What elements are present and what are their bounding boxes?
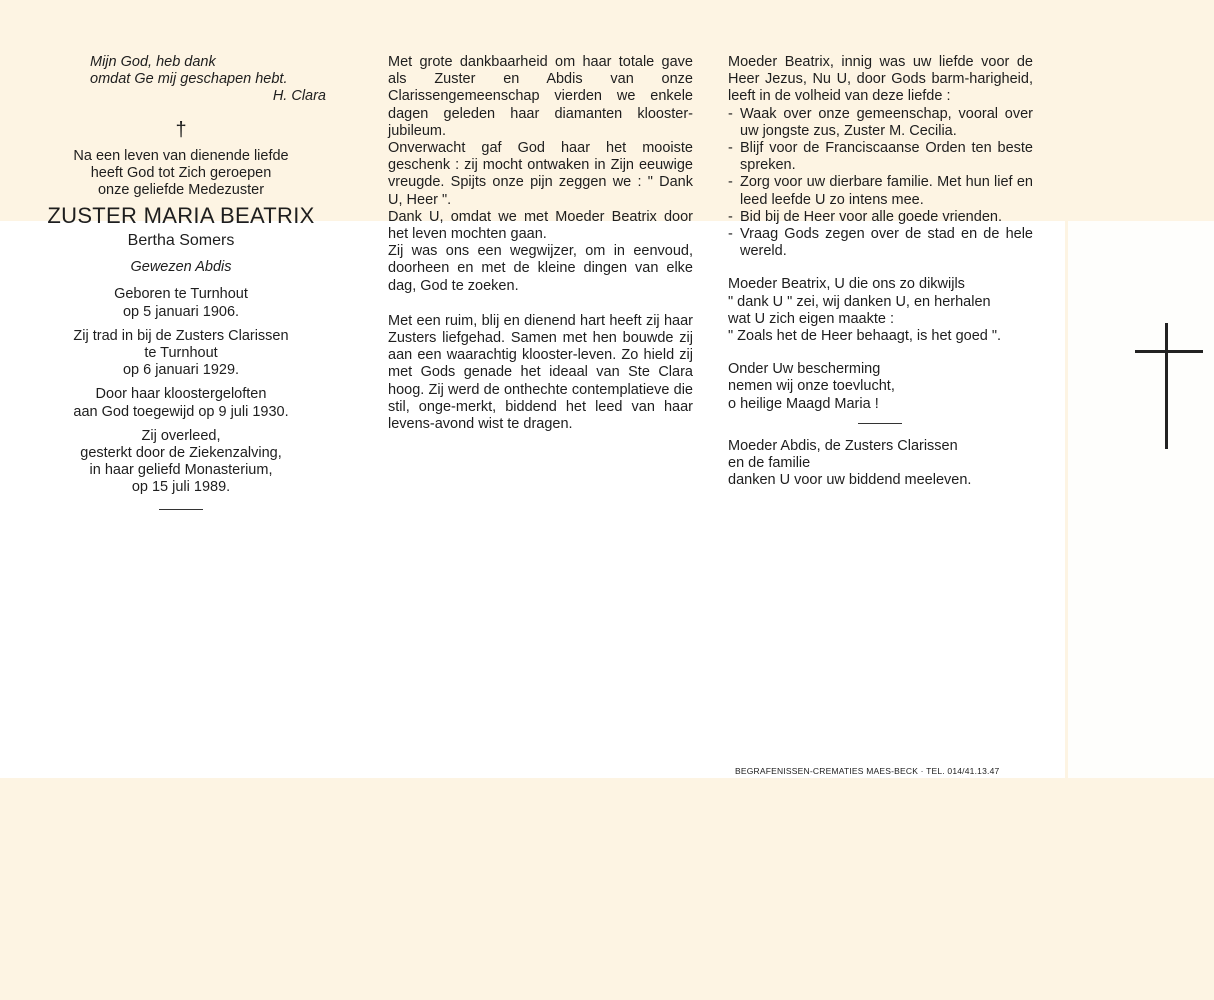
list-item: - Bid bij de Heer voor alle goede vrienden. [728, 209, 1033, 226]
right-column [728, 54, 1033, 489]
card-back-page [1068, 221, 1214, 778]
entry-info: Zij trad in bij de Zusters Clarissen te Turnhout op 6 januari 1929. [73, 327, 289, 379]
birth-info: Geboren te Turnhout op 5 januari 1906. [114, 286, 248, 320]
paragraph-jubilee: Met grote dankbaarheid om haar totale gave als Zuster en Abdis van onze Clarissengemeenschap vierden we enkele dagen geleden haar diamanten klooster-jubileum. [388, 54, 693, 139]
list-item: - Blijf voor de Franciscaanse Orden ten beste spreken. [728, 140, 1033, 174]
printer-imprint: BEGRAFENISSEN-CREMATIES MAES-BECK · TEL. 014/41.13.47 [735, 766, 1000, 776]
former-title: Gewezen Abdis [130, 259, 232, 276]
left-column [30, 54, 332, 510]
list-item: - Vraag Gods zegen over de stad en de hele wereld. [728, 226, 1033, 260]
vows-info: Door haar kloostergeloften aan God toegewijd op 9 juli 1930. [73, 386, 289, 420]
paragraph-gift: Onverwacht gaf God haar het mooiste geschenk : zij mocht ontwaken in Zijn eeuwige vreugde. Spijts onze pijn zeggen we : " Dank U, Heer ". Dank U, omdat we met Moeder Beatrix door het leven mochten gaan. Zij was ons een wegwijzer, om in eenvoud, doorheen en met de kleine dingen van elke dag, God te zoeken. [388, 140, 693, 294]
middle-column [388, 54, 693, 433]
deceased-name: ZUSTER MARIA BEATRIX [47, 203, 315, 229]
divider [858, 423, 902, 424]
divider [159, 509, 203, 510]
prayer-intro: Moeder Beatrix, innig was uw liefde voor de Heer Jezus, Nu U, door Gods barm-harigheid, leeft in de volheid van deze liefde : [728, 54, 1033, 105]
dagger-icon: † [175, 118, 187, 141]
thanks-text: Moeder Beatrix, U die ons zo dikwijls " dank U " zei, wij danken U, en herhalen wat U zich eigen maakte : " Zoals het de Heer behaagt, is het goed ". [728, 276, 1002, 345]
quote-author: H. Clara [272, 88, 326, 105]
cross-vertical-bar [1165, 323, 1168, 449]
paragraph-sisters: Met een ruim, blij en dienend hart heeft zij haar Zusters liefgehad. Samen met hen bouwde zij aan een waarachtig klooster-leven. Zo hield zij met Gods genade het ideaal van Ste Clara hoog. Zij werd de onthechte contemplatieve die stil, onge-merkt, biddend het leed van haar levens-avond wist te dragen. [388, 312, 693, 433]
civil-name: Bertha Somers [127, 232, 235, 250]
cross-horizontal-bar [1135, 350, 1203, 353]
marian-prayer: Onder Uw bescherming nemen wij onze toevlucht, o heilige Maagd Maria ! [728, 361, 895, 412]
prayer-list [728, 106, 1033, 261]
intro-text: Na een leven van dienende liefde heeft God tot Zich geroepen onze geliefde Medezuster [73, 147, 289, 199]
list-item: - Zorg voor uw dierbare familie. Met hun lief en leed leefde U zo intens mee. [728, 174, 1033, 208]
death-info: Zij overleed, gesterkt door de Ziekenzalving, in haar geliefd Monasterium, op 15 juli 1989. [80, 427, 282, 496]
opening-quote: Mijn God, heb dank omdat Ge mij geschapen hebt. [90, 54, 288, 88]
closing-thanks: Moeder Abdis, de Zusters Clarissen en de familie danken U voor uw biddend meeleven. [728, 437, 972, 489]
list-item: - Waak over onze gemeenschap, vooral over uw jongste zus, Zuster M. Cecilia. [728, 106, 1033, 140]
